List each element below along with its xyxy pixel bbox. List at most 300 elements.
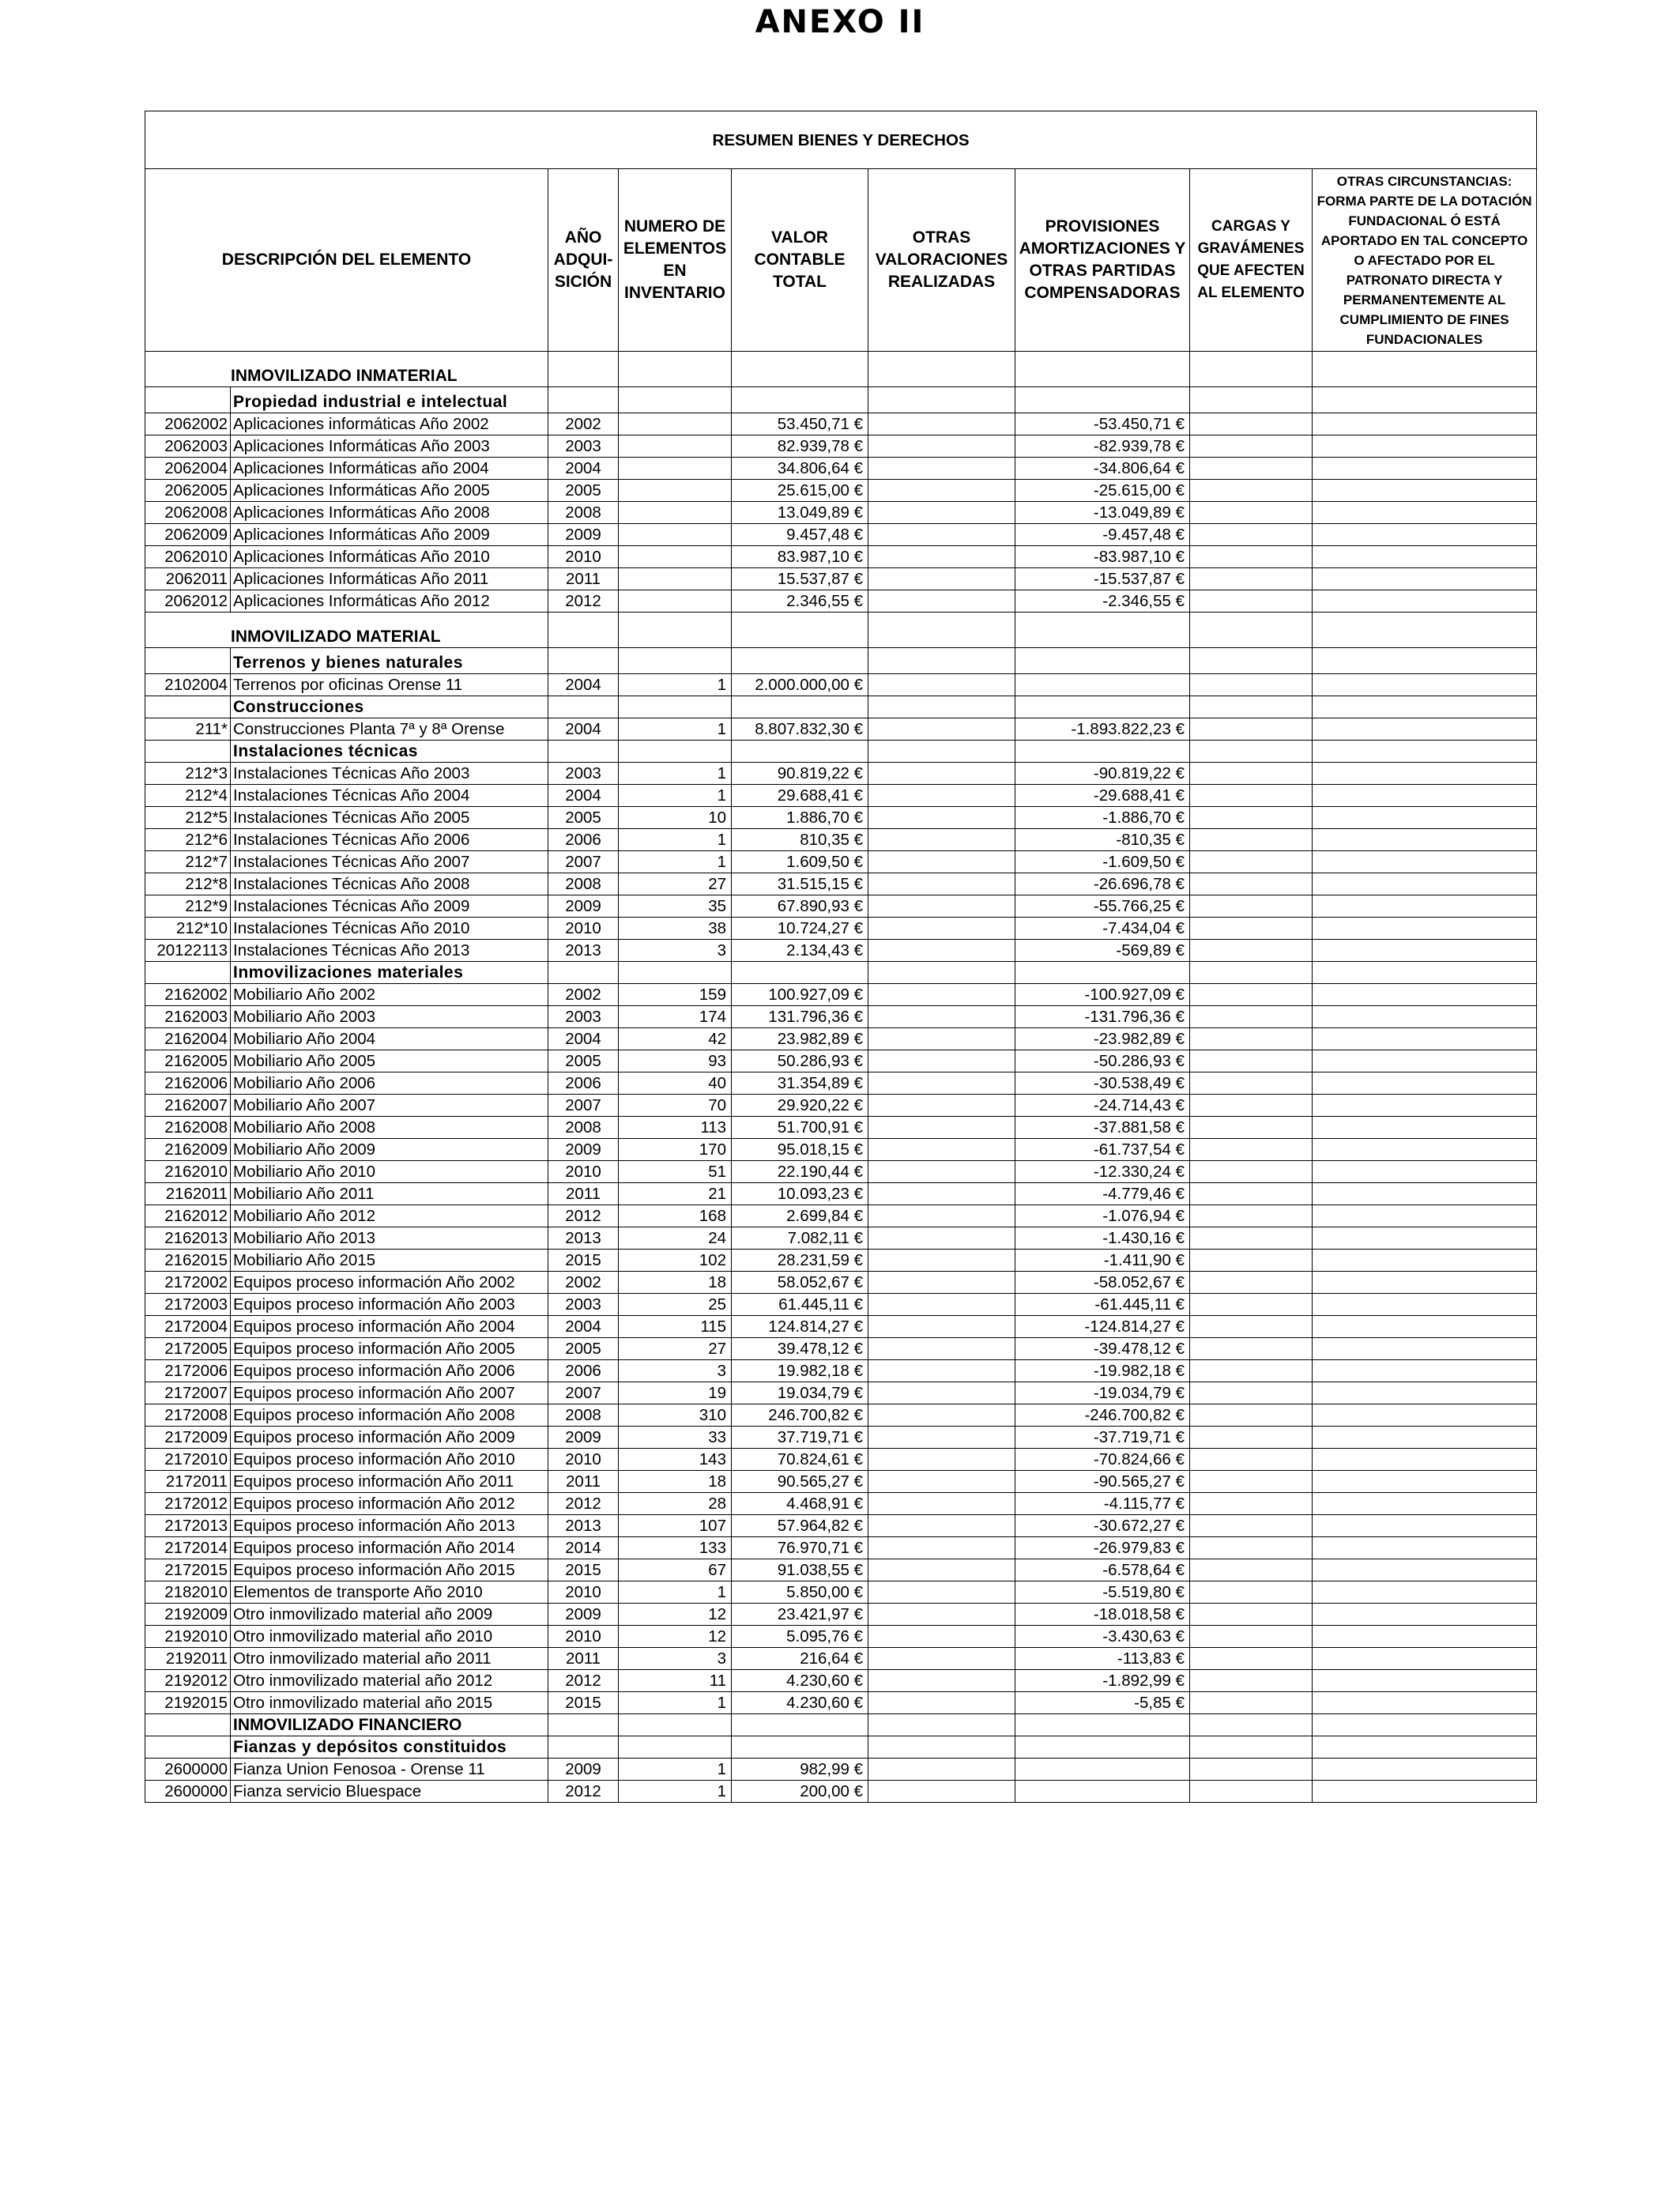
table-row [145, 480, 1537, 502]
item-year: 2008 [548, 1117, 619, 1139]
item-code: 2172005 [145, 1338, 231, 1360]
item-year: 2003 [548, 1294, 619, 1316]
item-otras-circunstancias [1313, 674, 1537, 696]
subsection-row [145, 696, 1537, 718]
item-otras-circunstancias [1313, 546, 1537, 568]
empty-cell [732, 613, 868, 648]
item-otras-circunstancias [1313, 1095, 1537, 1117]
empty-cell [1015, 696, 1190, 718]
empty-cell [1015, 613, 1190, 648]
table-row [145, 568, 1537, 590]
item-count: 12 [619, 1626, 732, 1648]
item-provisiones: -9.457,48 € [1015, 524, 1190, 546]
item-otras-circunstancias [1313, 1072, 1537, 1095]
item-year: 2014 [548, 1537, 619, 1559]
item-provisiones [1015, 674, 1190, 696]
item-otras-valoraciones [868, 1250, 1015, 1272]
item-otras-circunstancias [1313, 590, 1537, 613]
table-row [145, 1471, 1537, 1493]
item-otras-valoraciones [868, 1161, 1015, 1183]
item-code: 2162003 [145, 1006, 231, 1028]
table-row [145, 1382, 1537, 1404]
item-provisiones: -19.982,18 € [1015, 1360, 1190, 1382]
item-cargas [1190, 1183, 1313, 1205]
item-code: 2062011 [145, 568, 231, 590]
item-provisiones: -124.814,27 € [1015, 1316, 1190, 1338]
item-year: 2002 [548, 1272, 619, 1294]
item-description: Aplicaciones Informáticas Año 2011 [231, 568, 548, 590]
item-description: Instalaciones Técnicas Año 2005 [231, 807, 548, 829]
table-row [145, 851, 1537, 873]
item-otras-circunstancias [1313, 1316, 1537, 1338]
item-count [619, 590, 732, 613]
empty-cell [1015, 962, 1190, 984]
item-count [619, 480, 732, 502]
item-count: 170 [619, 1139, 732, 1161]
item-code: 2172004 [145, 1316, 231, 1338]
item-otras-valoraciones [868, 851, 1015, 873]
empty-cell [732, 1736, 868, 1759]
item-code: 20122113 [145, 940, 231, 962]
item-count: 3 [619, 940, 732, 962]
item-cargas [1190, 807, 1313, 829]
item-code: 212*5 [145, 807, 231, 829]
item-otras-circunstancias [1313, 763, 1537, 785]
item-valor-contable: 31.354,89 € [732, 1072, 868, 1095]
empty-cell [1313, 1714, 1537, 1736]
item-cargas [1190, 1471, 1313, 1493]
table-row [145, 1272, 1537, 1294]
item-count: 3 [619, 1648, 732, 1670]
item-count: 113 [619, 1117, 732, 1139]
item-cargas [1190, 502, 1313, 524]
table-row [145, 1692, 1537, 1714]
item-cargas [1190, 1272, 1313, 1294]
item-year: 2003 [548, 435, 619, 458]
item-cargas [1190, 1559, 1313, 1581]
item-cargas [1190, 1449, 1313, 1471]
item-provisiones: -4.115,77 € [1015, 1493, 1190, 1515]
item-code: 2172009 [145, 1427, 231, 1449]
item-year: 2009 [548, 895, 619, 918]
item-description: Instalaciones Técnicas Año 2007 [231, 851, 548, 873]
item-provisiones: -83.987,10 € [1015, 546, 1190, 568]
table-row [145, 1759, 1537, 1781]
item-cargas [1190, 1028, 1313, 1050]
item-otras-circunstancias [1313, 785, 1537, 807]
item-cargas [1190, 1227, 1313, 1250]
item-count: 1 [619, 1692, 732, 1714]
item-cargas [1190, 984, 1313, 1006]
item-otras-circunstancias [1313, 918, 1537, 940]
item-valor-contable: 4.468,91 € [732, 1493, 868, 1515]
empty-cell [145, 696, 231, 718]
item-otras-circunstancias [1313, 1294, 1537, 1316]
item-count: 1 [619, 1781, 732, 1803]
item-otras-circunstancias [1313, 1471, 1537, 1493]
item-description: Mobiliario Año 2004 [231, 1028, 548, 1050]
table-row [145, 1449, 1537, 1471]
table-row [145, 1404, 1537, 1427]
item-code: 2192010 [145, 1626, 231, 1648]
item-provisiones: -3.430,63 € [1015, 1626, 1190, 1648]
item-cargas [1190, 1427, 1313, 1449]
item-count: 51 [619, 1161, 732, 1183]
item-code: 212*10 [145, 918, 231, 940]
item-count [619, 435, 732, 458]
item-provisiones: -1.609,50 € [1015, 851, 1190, 873]
item-count [619, 413, 732, 435]
item-provisiones: -1.886,70 € [1015, 807, 1190, 829]
item-otras-circunstancias [1313, 1626, 1537, 1648]
item-code: 2162006 [145, 1072, 231, 1095]
table-row [145, 1205, 1537, 1227]
item-otras-valoraciones [868, 1382, 1015, 1404]
item-year: 2003 [548, 763, 619, 785]
item-valor-contable: 246.700,82 € [732, 1404, 868, 1427]
empty-cell [1015, 1714, 1190, 1736]
table-row [145, 590, 1537, 613]
table-row [145, 1581, 1537, 1604]
item-description: Equipos proceso información Año 2009 [231, 1427, 548, 1449]
item-code: 2172011 [145, 1471, 231, 1493]
item-cargas [1190, 785, 1313, 807]
item-valor-contable: 70.824,61 € [732, 1449, 868, 1471]
item-description: Aplicaciones Informáticas Año 2005 [231, 480, 548, 502]
item-otras-circunstancias [1313, 1205, 1537, 1227]
item-description: Otro inmovilizado material año 2015 [231, 1692, 548, 1714]
item-year: 2011 [548, 568, 619, 590]
item-year: 2010 [548, 1449, 619, 1471]
item-year: 2012 [548, 1781, 619, 1803]
item-count: 159 [619, 984, 732, 1006]
item-code: 2062008 [145, 502, 231, 524]
item-description: Mobiliario Año 2009 [231, 1139, 548, 1161]
item-provisiones [1015, 1781, 1190, 1803]
item-otras-valoraciones [868, 1648, 1015, 1670]
table-row [145, 674, 1537, 696]
table-row [145, 1781, 1537, 1803]
item-description: Equipos proceso información Año 2007 [231, 1382, 548, 1404]
item-count: 3 [619, 1360, 732, 1382]
item-otras-valoraciones [868, 718, 1015, 741]
item-otras-valoraciones [868, 1117, 1015, 1139]
empty-cell [548, 741, 619, 763]
item-count: 93 [619, 1050, 732, 1072]
item-provisiones: -37.719,71 € [1015, 1427, 1190, 1449]
item-provisiones: -26.979,83 € [1015, 1537, 1190, 1559]
subsection-row [145, 387, 1537, 413]
item-cargas [1190, 1781, 1313, 1803]
table-row [145, 1095, 1537, 1117]
item-count: 18 [619, 1272, 732, 1294]
table-row [145, 1050, 1537, 1072]
item-code: 2102004 [145, 674, 231, 696]
item-count: 21 [619, 1183, 732, 1205]
item-otras-circunstancias [1313, 1139, 1537, 1161]
item-year: 2010 [548, 918, 619, 940]
item-valor-contable: 82.939,78 € [732, 435, 868, 458]
header-descripcion: DESCRIPCIÓN DEL ELEMENTO [145, 169, 548, 352]
item-provisiones: -1.893.822,23 € [1015, 718, 1190, 741]
item-count: 1 [619, 829, 732, 851]
empty-cell [1190, 1736, 1313, 1759]
item-count: 27 [619, 1338, 732, 1360]
item-cargas [1190, 1338, 1313, 1360]
item-provisiones: -29.688,41 € [1015, 785, 1190, 807]
table-row [145, 829, 1537, 851]
item-count: 1 [619, 1581, 732, 1604]
item-provisiones: -30.538,49 € [1015, 1072, 1190, 1095]
table-row [145, 458, 1537, 480]
empty-cell [145, 387, 231, 413]
empty-cell [1015, 352, 1190, 387]
empty-cell [732, 741, 868, 763]
subsection-title: Inmovilizaciones materiales [231, 962, 548, 984]
item-cargas [1190, 1006, 1313, 1028]
item-otras-circunstancias [1313, 1493, 1537, 1515]
item-valor-contable: 124.814,27 € [732, 1316, 868, 1338]
item-year: 2010 [548, 1626, 619, 1648]
item-code: 2162010 [145, 1161, 231, 1183]
empty-cell [145, 1714, 231, 1736]
empty-cell [548, 387, 619, 413]
item-code: 2162013 [145, 1227, 231, 1250]
item-count: 12 [619, 1604, 732, 1626]
item-description: Equipos proceso información Año 2014 [231, 1537, 548, 1559]
table-row [145, 763, 1537, 785]
empty-cell [732, 648, 868, 674]
item-provisiones: -34.806,64 € [1015, 458, 1190, 480]
table-row [145, 1493, 1537, 1515]
item-otras-circunstancias [1313, 851, 1537, 873]
item-code: 212*6 [145, 829, 231, 851]
item-cargas [1190, 1095, 1313, 1117]
item-valor-contable: 8.807.832,30 € [732, 718, 868, 741]
item-provisiones: -25.615,00 € [1015, 480, 1190, 502]
item-otras-valoraciones [868, 1183, 1015, 1205]
item-otras-circunstancias [1313, 1161, 1537, 1183]
item-otras-valoraciones [868, 1006, 1015, 1028]
item-description: Instalaciones Técnicas Año 2010 [231, 918, 548, 940]
item-otras-valoraciones [868, 1139, 1015, 1161]
item-code: 212*4 [145, 785, 231, 807]
item-year: 2007 [548, 1382, 619, 1404]
subsection-title: Instalaciones técnicas [231, 741, 548, 763]
item-otras-valoraciones [868, 873, 1015, 895]
item-count: 174 [619, 1006, 732, 1028]
item-count: 18 [619, 1471, 732, 1493]
item-cargas [1190, 940, 1313, 962]
item-description: Equipos proceso información Año 2005 [231, 1338, 548, 1360]
item-valor-contable: 1.609,50 € [732, 851, 868, 873]
empty-cell [1190, 648, 1313, 674]
table-row [145, 1338, 1537, 1360]
table-row [145, 1139, 1537, 1161]
item-valor-contable: 37.719,71 € [732, 1427, 868, 1449]
item-year: 2005 [548, 1338, 619, 1360]
table-row [145, 1316, 1537, 1338]
item-code: 2172008 [145, 1404, 231, 1427]
table-row [145, 984, 1537, 1006]
item-valor-contable: 53.450,71 € [732, 413, 868, 435]
item-year: 2009 [548, 1139, 619, 1161]
item-code: 2162008 [145, 1117, 231, 1139]
empty-cell [1313, 387, 1537, 413]
item-cargas [1190, 1382, 1313, 1404]
item-valor-contable: 58.052,67 € [732, 1272, 868, 1294]
item-valor-contable: 100.927,09 € [732, 984, 868, 1006]
item-year: 2013 [548, 1515, 619, 1537]
empty-cell [619, 613, 732, 648]
empty-cell [548, 696, 619, 718]
item-otras-circunstancias [1313, 1692, 1537, 1714]
item-count: 310 [619, 1404, 732, 1427]
subsection-title: Terrenos y bienes naturales [231, 648, 548, 674]
item-valor-contable: 2.134,43 € [732, 940, 868, 962]
item-provisiones: -55.766,25 € [1015, 895, 1190, 918]
item-year: 2006 [548, 829, 619, 851]
item-cargas [1190, 480, 1313, 502]
item-description: Equipos proceso información Año 2011 [231, 1471, 548, 1493]
item-count: 168 [619, 1205, 732, 1227]
empty-cell [619, 696, 732, 718]
item-otras-circunstancias [1313, 940, 1537, 962]
item-code: 2172003 [145, 1294, 231, 1316]
item-year: 2008 [548, 873, 619, 895]
item-description: Mobiliario Año 2015 [231, 1250, 548, 1272]
empty-cell [1313, 613, 1537, 648]
empty-cell [619, 741, 732, 763]
table-row [145, 807, 1537, 829]
item-otras-valoraciones [868, 763, 1015, 785]
header-provisiones: PROVISIONES AMORTIZACIONES Y OTRAS PARTIDAS COMPENSADORAS [1015, 169, 1190, 352]
item-description: Equipos proceso información Año 2010 [231, 1449, 548, 1471]
item-otras-valoraciones [868, 1072, 1015, 1095]
item-code: 2172007 [145, 1382, 231, 1404]
item-valor-contable: 216,64 € [732, 1648, 868, 1670]
table-row [145, 1537, 1537, 1559]
item-count: 107 [619, 1515, 732, 1537]
item-otras-valoraciones [868, 984, 1015, 1006]
item-year: 2012 [548, 1205, 619, 1227]
item-otras-valoraciones [868, 1471, 1015, 1493]
item-otras-circunstancias [1313, 1581, 1537, 1604]
table-row [145, 1294, 1537, 1316]
empty-cell [145, 962, 231, 984]
section-row [145, 613, 1537, 648]
empty-cell [868, 352, 1015, 387]
item-provisiones: -5,85 € [1015, 1692, 1190, 1714]
item-otras-circunstancias [1313, 1427, 1537, 1449]
item-year: 2010 [548, 1161, 619, 1183]
table-row [145, 1604, 1537, 1626]
item-cargas [1190, 1139, 1313, 1161]
item-valor-contable: 1.886,70 € [732, 807, 868, 829]
item-code: 2600000 [145, 1781, 231, 1803]
section-row [145, 352, 1537, 387]
table-row [145, 895, 1537, 918]
item-provisiones: -100.927,09 € [1015, 984, 1190, 1006]
item-year: 2007 [548, 1095, 619, 1117]
item-description: Mobiliario Año 2002 [231, 984, 548, 1006]
item-cargas [1190, 1759, 1313, 1781]
item-otras-circunstancias [1313, 1537, 1537, 1559]
header-cargas: CARGAS Y GRAVÁMENES QUE AFECTEN AL ELEMENTO [1190, 169, 1313, 352]
item-description: Otro inmovilizado material año 2012 [231, 1670, 548, 1692]
item-otras-circunstancias [1313, 1050, 1537, 1072]
item-description: Equipos proceso información Año 2006 [231, 1360, 548, 1382]
item-code: 211* [145, 718, 231, 741]
empty-cell [548, 613, 619, 648]
item-cargas [1190, 546, 1313, 568]
item-provisiones: -13.049,89 € [1015, 502, 1190, 524]
item-count: 42 [619, 1028, 732, 1050]
item-otras-circunstancias [1313, 435, 1537, 458]
item-year: 2010 [548, 1581, 619, 1604]
table-row [145, 873, 1537, 895]
item-code: 2062005 [145, 480, 231, 502]
item-code: 2172006 [145, 1360, 231, 1382]
item-valor-contable: 90.819,22 € [732, 763, 868, 785]
empty-cell [548, 648, 619, 674]
item-description: Aplicaciones Informáticas año 2004 [231, 458, 548, 480]
item-cargas [1190, 829, 1313, 851]
table-row [145, 1161, 1537, 1183]
item-cargas [1190, 851, 1313, 873]
item-cargas [1190, 1648, 1313, 1670]
item-cargas [1190, 435, 1313, 458]
item-otras-valoraciones [868, 1095, 1015, 1117]
item-otras-circunstancias [1313, 1559, 1537, 1581]
item-cargas [1190, 918, 1313, 940]
item-year: 2009 [548, 1427, 619, 1449]
table-row [145, 1028, 1537, 1050]
table-row [145, 1360, 1537, 1382]
item-count: 40 [619, 1072, 732, 1095]
item-description: Equipos proceso información Año 2008 [231, 1404, 548, 1427]
item-cargas [1190, 1515, 1313, 1537]
item-valor-contable: 2.000.000,00 € [732, 674, 868, 696]
table-row [145, 546, 1537, 568]
subsection-row [145, 648, 1537, 674]
item-cargas [1190, 674, 1313, 696]
item-cargas [1190, 1161, 1313, 1183]
empty-cell [868, 962, 1015, 984]
item-code: 2172010 [145, 1449, 231, 1471]
item-count: 67 [619, 1559, 732, 1581]
item-provisiones: -19.034,79 € [1015, 1382, 1190, 1404]
item-code: 2162012 [145, 1205, 231, 1227]
item-description: Instalaciones Técnicas Año 2008 [231, 873, 548, 895]
item-cargas [1190, 718, 1313, 741]
item-valor-contable: 67.890,93 € [732, 895, 868, 918]
empty-cell [1015, 387, 1190, 413]
item-otras-circunstancias [1313, 1670, 1537, 1692]
item-valor-contable: 4.230,60 € [732, 1670, 868, 1692]
table-row [145, 1227, 1537, 1250]
item-description: Instalaciones Técnicas Año 2004 [231, 785, 548, 807]
item-otras-valoraciones [868, 807, 1015, 829]
item-count: 115 [619, 1316, 732, 1338]
item-year: 2012 [548, 1493, 619, 1515]
table-row [145, 1250, 1537, 1272]
item-cargas [1190, 1493, 1313, 1515]
item-provisiones: -53.450,71 € [1015, 413, 1190, 435]
item-valor-contable: 5.095,76 € [732, 1626, 868, 1648]
item-year: 2004 [548, 674, 619, 696]
item-valor-contable: 23.421,97 € [732, 1604, 868, 1626]
